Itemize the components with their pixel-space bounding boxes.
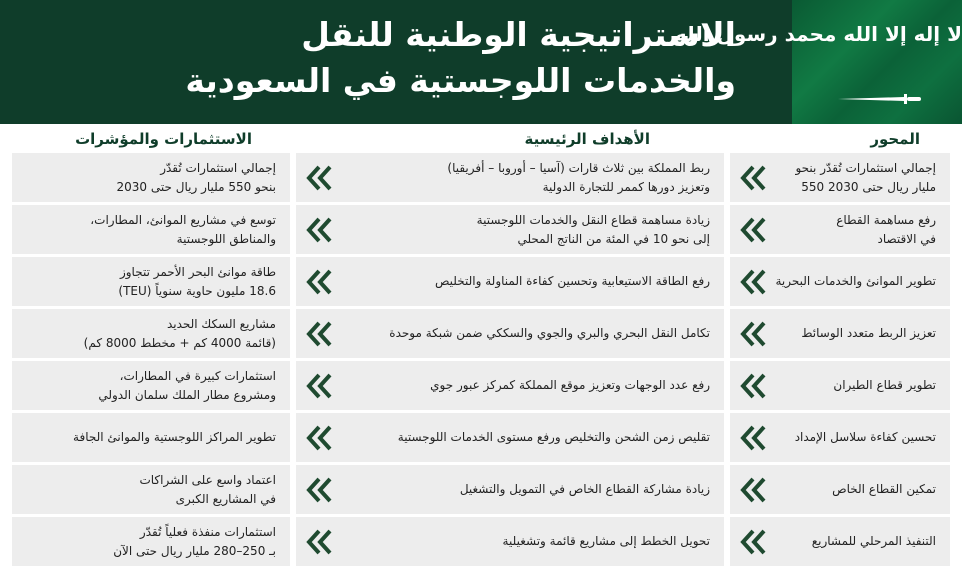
investment-text: تطوير المراكز اللوجستية والموانئ الجافة xyxy=(73,430,276,444)
axis-cell xyxy=(730,257,950,306)
title-line-2: والخدمات اللوجستية في السعودية xyxy=(185,61,736,100)
table-row xyxy=(12,309,950,358)
investment-text: استثمارات منفذة فعلياً تُقدّر بـ 250–280 مليار ريال حتى الآن xyxy=(113,524,276,558)
double-chevron-left-icon xyxy=(738,475,768,505)
table-row xyxy=(12,465,950,514)
double-chevron-left-icon xyxy=(738,371,768,401)
table-row xyxy=(12,517,950,566)
axis-text: رفع مساهمة القطاع في الاقتصاد xyxy=(836,212,936,246)
double-chevron-left-icon xyxy=(304,163,334,193)
axis-cell xyxy=(730,413,950,462)
goal-text: زيادة مساهمة قطاع النقل والخدمات اللوجستية إلى نحو 10 في المئة من الناتج المحلي xyxy=(476,212,710,246)
goal-text: زيادة مشاركة القطاع الخاص في التمويل والتشغيل xyxy=(459,482,710,496)
axis-cell xyxy=(730,153,950,202)
double-chevron-left-icon xyxy=(304,215,334,245)
table-row xyxy=(12,413,950,462)
axis-text: تعزيز الربط متعدد الوسائط xyxy=(801,326,936,340)
investment-cell xyxy=(12,361,290,410)
investment-cell xyxy=(12,153,290,202)
table-row xyxy=(12,257,950,306)
double-chevron-left-icon xyxy=(738,527,768,557)
axis-text: تطوير قطاع الطيران xyxy=(833,378,936,392)
double-chevron-left-icon xyxy=(304,319,334,349)
double-chevron-left-icon xyxy=(304,371,334,401)
goal-cell xyxy=(296,309,724,358)
goal-text: تحويل الخطط إلى مشاريع قائمة وتشغيلية xyxy=(502,534,710,548)
double-chevron-left-icon xyxy=(304,475,334,505)
strategy-table xyxy=(12,153,950,569)
investment-cell xyxy=(12,257,290,306)
double-chevron-left-icon xyxy=(738,319,768,349)
axis-text: تطوير الموانئ والخدمات البحرية xyxy=(775,274,936,288)
axis-cell xyxy=(730,309,950,358)
investment-text: استثمارات كبيرة في المطارات، ومشروع مطار الملك سلمان الدولي xyxy=(98,368,276,402)
table-row xyxy=(12,361,950,410)
double-chevron-left-icon xyxy=(304,267,334,297)
double-chevron-left-icon xyxy=(304,527,334,557)
page-title xyxy=(136,12,736,104)
investment-text: اعتماد واسع على الشراكات في المشاريع الكبرى xyxy=(139,472,276,506)
double-chevron-left-icon xyxy=(738,267,768,297)
column-header-investments: الاستثمارات والمؤشرات xyxy=(75,130,252,148)
investment-text: إجمالي استثمارات تُقدّر بنحو 550 مليار ريال حتى 2030 xyxy=(116,160,276,194)
goal-text: تكامل النقل البحري والبري والجوي والسككي ضمن شبكة موحدة xyxy=(389,326,710,340)
goal-cell xyxy=(296,361,724,410)
goal-cell xyxy=(296,153,724,202)
double-chevron-left-icon xyxy=(738,215,768,245)
goal-cell xyxy=(296,413,724,462)
column-header-axis: المحور xyxy=(870,130,920,148)
investment-text: توسع في مشاريع الموانئ، المطارات، والمناطق اللوجستية xyxy=(90,212,276,246)
goal-text: ربط المملكة بين ثلاث قارات (آسيا – أوروبا – أفريقيا) وتعزيز دورها كممر للتجارة الدولية xyxy=(447,160,710,194)
axis-cell xyxy=(730,465,950,514)
axis-text: تمكين القطاع الخاص xyxy=(832,482,936,496)
goal-text: رفع عدد الوجهات وتعزيز موقع المملكة كمركز عبور جوي xyxy=(430,378,710,392)
column-header-goals: الأهداف الرئيسية xyxy=(524,130,650,148)
goal-cell xyxy=(296,465,724,514)
table-row xyxy=(12,205,950,254)
goal-cell xyxy=(296,257,724,306)
axis-text: تحسين كفاءة سلاسل الإمداد xyxy=(794,430,936,444)
axis-text: إجمالي استثمارات تُقدّر بنحو مليار ريال حتى 2030 550 xyxy=(795,160,936,194)
investment-text: مشاريع السكك الحديد (قائمة 4000 كم + مخطط 8000 كم) xyxy=(83,316,276,350)
axis-cell xyxy=(730,361,950,410)
investment-cell xyxy=(12,309,290,358)
investment-cell xyxy=(12,465,290,514)
investment-text: طاقة موانئ البحر الأحمر تتجاوز 18.6 مليون حاوية سنوياً (TEU) xyxy=(118,264,276,298)
investment-cell xyxy=(12,205,290,254)
investment-cell xyxy=(12,413,290,462)
axis-cell xyxy=(730,205,950,254)
header-banner xyxy=(0,0,962,124)
double-chevron-left-icon xyxy=(304,423,334,453)
investment-cell xyxy=(12,517,290,566)
sword-icon xyxy=(834,92,924,106)
goal-cell xyxy=(296,517,724,566)
goal-text: رفع الطاقة الاستيعابية وتحسين كفاءة المناولة والتخليص xyxy=(434,274,710,288)
goal-cell xyxy=(296,205,724,254)
axis-cell xyxy=(730,517,950,566)
saudi-flag-image xyxy=(674,0,962,124)
double-chevron-left-icon xyxy=(738,423,768,453)
title-line-1: الاستراتيجية الوطنية للنقل xyxy=(301,15,736,54)
axis-text: التنفيذ المرحلي للمشاريع xyxy=(811,534,936,548)
goal-text: تقليص زمن الشحن والتخليص ورفع مستوى الخدمات اللوجستية xyxy=(397,430,710,444)
table-row xyxy=(12,153,950,202)
flag-shahada-text: لا إله إلا الله محمد رسول الله xyxy=(674,22,962,46)
double-chevron-left-icon xyxy=(738,163,768,193)
